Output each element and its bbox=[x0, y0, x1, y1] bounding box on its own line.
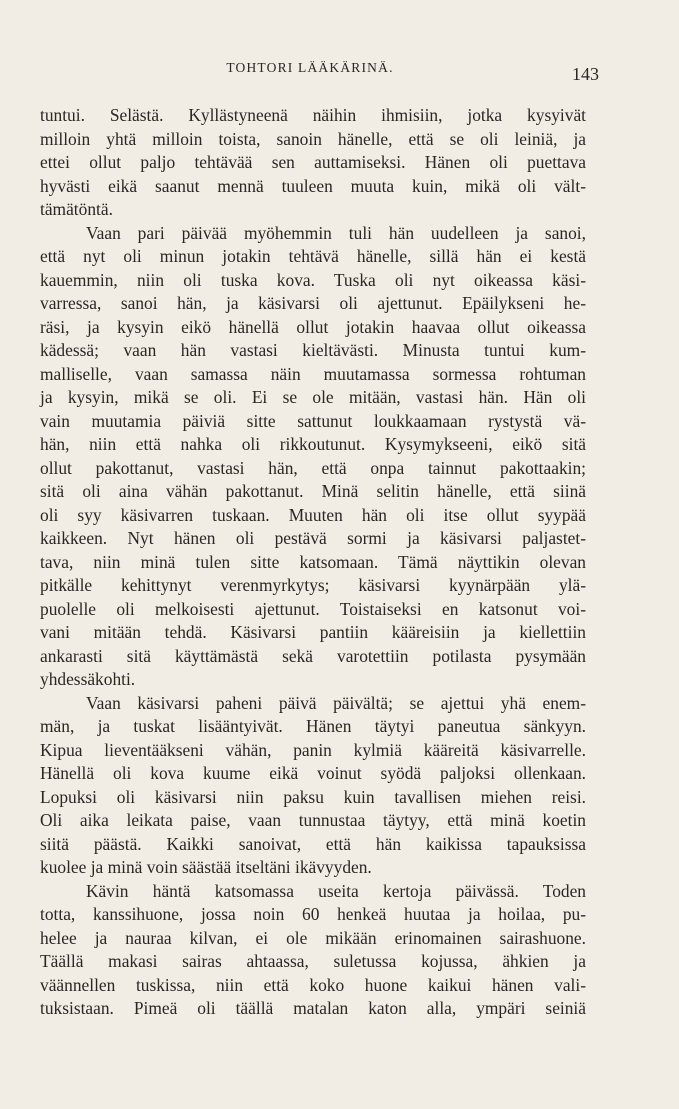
text-line: ollut pakottanut, vastasi hän, että onpa tainnut pakottaakin; bbox=[40, 457, 586, 478]
text-line: totta, kanssihuone, jossa noin 60 henkeä huutaa ja hoilaa, pu- bbox=[40, 904, 586, 924]
text-line: tämätöntä. bbox=[40, 199, 113, 219]
text-line: tuntui. Selästä. Kyllästyneenä näihin ihmisiin, jotka kysyivät bbox=[40, 105, 586, 125]
text-line: pitkälle kehittynyt verenmyrkytys; käsivarsi kyynärpään ylä- bbox=[40, 575, 586, 595]
text-line: helee ja nauraa kilvan, ei ole mikään erinomainen sairashuone. bbox=[40, 927, 586, 948]
text-line: tava, niin minä tulen sitte katsomaan. Tämä näyttikin olevan bbox=[40, 551, 586, 572]
text-line: oli syy käsivarren tuskaan. Muuten hän oli itse ollut syypää bbox=[40, 504, 586, 525]
text-line: että nyt oli minun jotakin tehtävä hänelle, sillä hän ei kestä bbox=[40, 246, 586, 266]
text-line: siitä päästä. Kaikki sanoivat, että hän kaikissa tapauksissa bbox=[40, 833, 586, 854]
text-line: milloin yhtä milloin toista, sanoin hänelle, että se oli leiniä, ja bbox=[40, 128, 586, 149]
text-line: kauemmin, niin oli tuska kova. Tuska oli nyt oikeassa käsi- bbox=[40, 269, 586, 290]
text-line: tuksistaan. Pimeä oli täällä matalan katon alla, ympäri seiniä bbox=[40, 998, 586, 1018]
text-line: hyvästi eikä saanut mennä tuuleen muuta kuin, mikä oli vält- bbox=[40, 175, 586, 196]
text-line: väännellen tuskissa, niin että koko huone kaikui hänen vali- bbox=[40, 974, 586, 995]
text-line: puolelle oli melkoisesti ajettunut. Toistaiseksi en katsonut voi- bbox=[40, 598, 586, 619]
text-line: kädessä; vaan hän vastasi kieltävästi. Minusta tuntui kum- bbox=[40, 340, 586, 360]
page-number: 143 bbox=[572, 64, 599, 84]
text-line: ankarasti sitä käyttämästä sekä varotettiin potilasta pysymään bbox=[40, 645, 586, 666]
text-line: ettei ollut paljo tehtävää sen auttamiseksi. Hänen oli puettava bbox=[40, 152, 586, 172]
text-line: vain muutamia päiviä sitte sattunut loukkaamaan rystystä vä- bbox=[40, 410, 586, 431]
text-line: Oli aika leikata paise, vaan tunnustaa täytyy, että minä koetin bbox=[40, 810, 586, 830]
text-line: kaikkeen. Nyt hänen oli pestävä sormi ja käsivarsi paljastet- bbox=[40, 528, 586, 548]
text-line: Täällä makasi sairas ahtaassa, suletussa kojussa, ähkien ja bbox=[40, 951, 586, 971]
text-line: kuolee ja minä voin säästää itseltäni ikävyyden. bbox=[40, 857, 372, 877]
text-line: män, ja tuskat lisääntyivät. Hänen täytyi paneutua sänkyyn. bbox=[40, 716, 586, 736]
text-line: vani mitään tehdä. Käsivarsi pantiin kääreisiin ja kiellettiin bbox=[40, 622, 586, 642]
text-line: Kävin häntä katsomassa useita kertoja päivässä. Toden bbox=[86, 880, 586, 901]
text-line: Vaan pari päivää myöhemmin tuli hän uudelleen ja sanoi, bbox=[86, 222, 586, 243]
text-line: Vaan käsivarsi paheni päivä päivältä; se ajettui yhä enem- bbox=[86, 692, 586, 713]
text-line: ja kysyin, mikä se oli. Ei se ole mitään, vastasi hän. Hän oli bbox=[40, 387, 586, 407]
text-line: Hänellä oli kova kuume eikä voinut syödä paljoksi ollenkaan. bbox=[40, 763, 586, 783]
text-line: räsi, ja kysyin eikö hänellä ollut jotakin haavaa ollut oikeassa bbox=[40, 316, 586, 337]
running-title: TOHTORI LÄÄKÄRINÄ. bbox=[226, 60, 394, 75]
text-line: malliselle, vaan samassa näin muutamassa sormessa rohtuman bbox=[40, 363, 586, 384]
text-line: Lopuksi oli käsivarsi niin paksu kuin tavallisen miehen reisi. bbox=[40, 786, 586, 807]
text-line: yhdessäkohti. bbox=[40, 669, 136, 689]
body-text bbox=[40, 104, 586, 1021]
text-line: varressa, sanoi hän, ja käsivarsi oli ajettunut. Epäilykseni he- bbox=[40, 293, 586, 313]
text-line: hän, niin että nahka oli rikkoutunut. Kysymykseeni, eikö sitä bbox=[40, 434, 586, 454]
text-line: Kipua lieventääkseni vähän, panin kylmiä kääreitä käsivarrelle. bbox=[40, 739, 586, 760]
text-line: sitä oli aina vähän pakottanut. Minä selitin hänelle, että siinä bbox=[40, 481, 586, 501]
